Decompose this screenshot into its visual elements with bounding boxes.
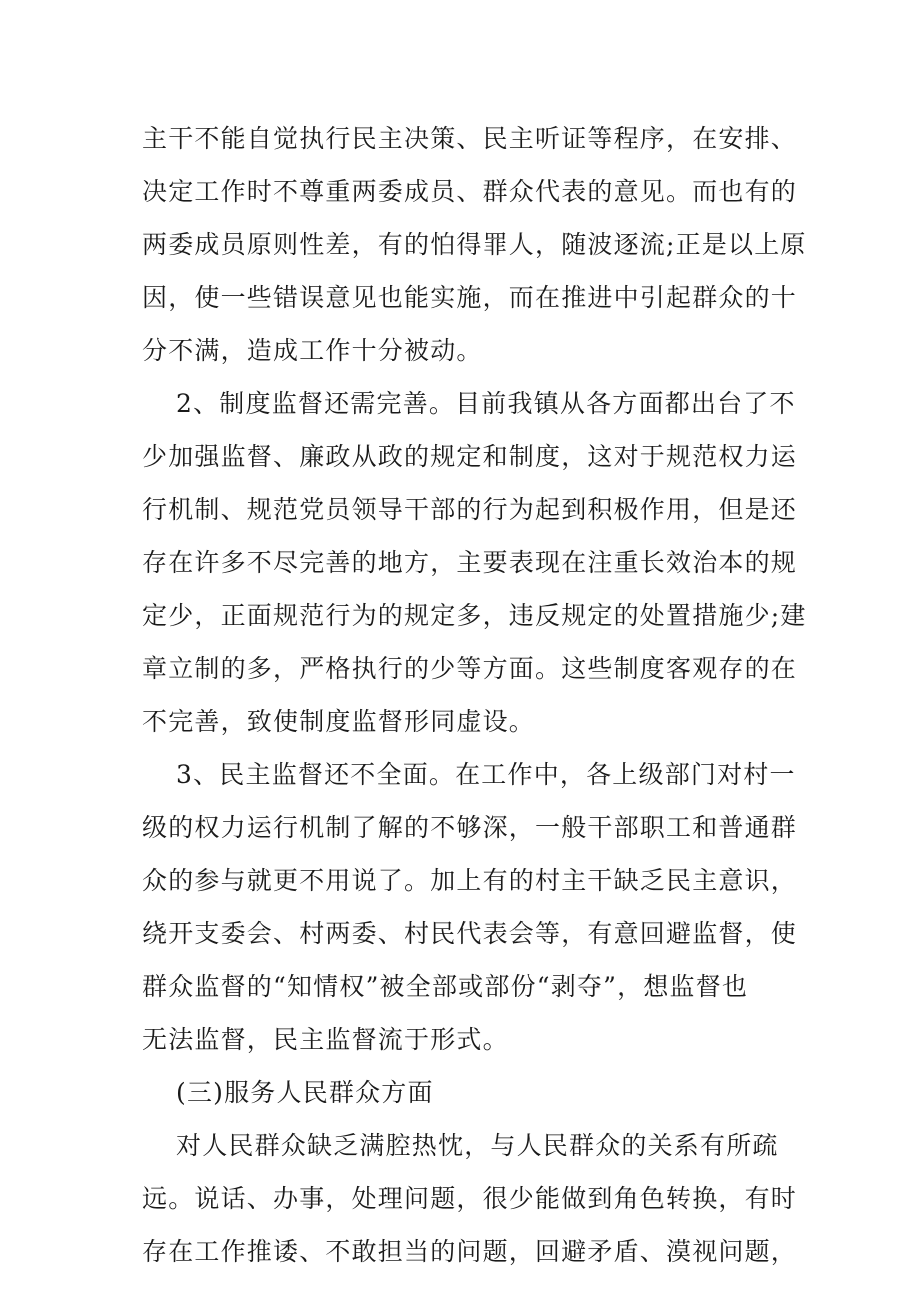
paragraph-start-line: 3、民主监督还不全面。在工作中，各上级部门对村一: [176, 760, 796, 789]
text-line: 分不满，造成工作十分被动。: [142, 336, 483, 365]
text-line: 章立制的多，严格执行的少等方面。这些制度客观存的在: [142, 654, 798, 683]
text-line: 决定工作时不尊重两委成员、群众代表的意见。而也有的: [142, 177, 798, 206]
text-line: 无法监督，民主监督流于形式。: [142, 1025, 509, 1054]
text-line: 众的参与就更不用说了。加上有的村主干缺乏民主意识，: [142, 866, 798, 895]
text-line: 因，使一些错误意见也能实施，而在推进中引起群众的十: [142, 283, 798, 312]
text-line: 两委成员原则性差，有的怕得罪人，随波逐流;正是以上原: [142, 230, 807, 259]
document-body: [142, 112, 807, 1278]
text-line: 定少，正面规范行为的规定多，违反规定的处置措施少;建: [142, 601, 807, 630]
text-line: 行机制、规范党员领导干部的行为起到积极作用，但是还: [142, 495, 798, 524]
text-line: 不完善，致使制度监督形同虚设。: [142, 707, 536, 736]
paragraph-start-line: 对人民群众缺乏满腔热忱，与人民群众的关系有所疏: [176, 1131, 779, 1160]
paragraph-start-line: 2、制度监督还需完善。目前我镇从各方面都出台了不: [176, 389, 796, 418]
text-line: 群众监督的“知情权”被全部或部份“剥夺”，想监督也: [142, 972, 749, 1001]
section-heading: (三)服务人民群众方面: [176, 1078, 434, 1107]
text-line: 远。说话、办事，处理问题，很少能做到角色转换，有时: [142, 1184, 798, 1213]
text-line: 少加强监督、廉政从政的规定和制度，这对于规范权力运: [142, 442, 798, 471]
text-line: 存在工作推诿、不敢担当的问题，回避矛盾、漠视问题，: [142, 1237, 798, 1266]
text-line: 绕开支委会、村两委、村民代表会等，有意回避监督，使: [142, 919, 798, 948]
text-line: 级的权力运行机制了解的不够深，一般干部职工和普通群: [142, 813, 798, 842]
text-line: 主干不能自觉执行民主决策、民主听证等程序，在安排、: [142, 124, 798, 153]
text-line: 存在许多不尽完善的地方，主要表现在注重长效治本的规: [142, 548, 798, 577]
